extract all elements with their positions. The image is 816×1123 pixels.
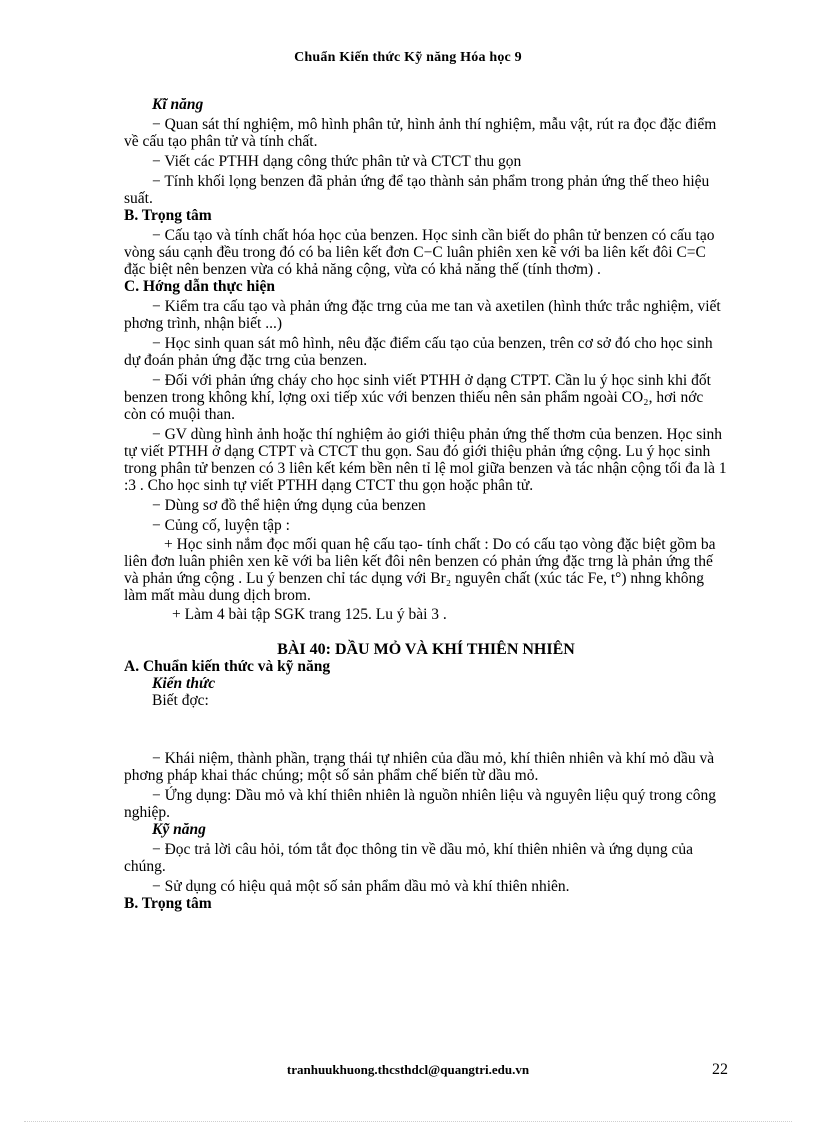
skills-heading-2: Kỹ năng	[152, 821, 206, 838]
page-edge-divider	[24, 1121, 792, 1122]
skill-item: − Tính khối lọng benzen đã phản ứng để tạo thành sản phẩm trong phản ứng thế theo hiệu suất.	[124, 173, 710, 207]
knowledge-heading: Kiến thức	[152, 675, 216, 692]
consolidate-item: + Làm 4 bài tập SGK trang 125. Lu ý bài 3 .	[172, 606, 447, 623]
focus-text: − Cấu tạo và tính chất hóa học của benzen. Học sinh cần biết do phân tử benzen có cấu tạo vòng sáu cạnh đều trong đó có ba liên kết đơn C−C luân phiên xen kẽ với ba liên kết đôi C=C đặc biệt nên benzen vừa có khả năng cộng, vừa có khả năng thế (tính thơm) .	[124, 227, 715, 278]
guide-item: − Học sinh quan sát mô hình, nêu đặc điểm cấu tạo của benzen, trên cơ sở đó cho học sinh dự đoán phản ứng đặc trng của benzen.	[124, 335, 713, 369]
skill-item-2: − Sử dụng có hiệu quả một số sản phẩm dầu mỏ và khí thiên nhiên.	[152, 878, 570, 895]
page-number: 22	[712, 1061, 728, 1078]
guide-item: − Đối với phản ứng cháy cho học sinh viết PTHH ở dạng CTPT. Cần lu ý học sinh khi đốt benzen trong không khí, lợng oxi tiếp xúc với benzen thiếu nên sản phẩm ngoài CO₂, hơi nớc còn có muội than.	[124, 372, 711, 423]
skill-item-2: − Đọc trả lời câu hỏi, tóm tắt đọc thông tin về dầu mỏ, khí thiên nhiên và ứng dụng của chúng.	[124, 841, 694, 875]
skills-heading: Kĩ năng	[152, 96, 204, 113]
know-intro: Biết đợc:	[152, 692, 209, 709]
knowledge-item: − Khái niệm, thành phần, trạng thái tự nhiên của dầu mỏ, khí thiên nhiên và khí mỏ dầu và phơng pháp khai thác chúng; một số sản phẩm chế biến từ dầu mỏ.	[124, 750, 715, 784]
knowledge-item: − Ứng dụng: Dầu mỏ và khí thiên nhiên là nguồn nhiên liệu và nguyên liệu quý trong công nghiệp.	[124, 787, 717, 821]
consolidate-item: + Học sinh nắm đọc mối quan hệ cấu tạo- tính chất : Do có cấu tạo vòng đặc biệt gồm ba liên đơn luân phiên xen kẽ với ba liên kết đôi nên benzen có phản ứng đặc trng là phản ứng thế và phản ứng cộng . Lu ý benzen chỉ tác dụng với Br₂ nguyên chất (xúc tác Fe, t°) nhng không làm mất màu dung dịch brom.	[124, 536, 716, 604]
guide-item: − Dùng sơ đồ thể hiện ứng dụng của benzen	[152, 497, 426, 514]
guide-item: − GV dùng hình ảnh hoặc thí nghiệm ảo giới thiệu phản ứng thế thơm của benzen. Học sinh tự viết PTHH ở dạng CTPT và CTCT thu gọn. Sau đó giới thiệu phản ứng cộng. Lu ý học sinh trong phân tử benzen có 3 liên kết kém bền nên tỉ lệ mol giữa benzen và tác nhận cộng tối đa là 1 :3 . Cho học sinh tự viết PTHH dạng CTCT thu gọn hoặc phân tử.	[124, 426, 727, 494]
focus-heading-2: B. Trọng tâm	[124, 895, 212, 912]
focus-heading: B. Trọng tâm	[124, 207, 212, 224]
guide-item: − Kiểm tra cấu tạo và phản ứng đặc trng của me tan và axetilen (hình thức trắc nghiệm, viết phơng trình, nhận biết ...)	[124, 298, 721, 332]
lesson-title: BÀI 40: DẦU MỎ VÀ KHÍ THIÊN NHIÊN	[277, 641, 575, 658]
standard-heading: A. Chuẩn kiến thức và kỹ năng	[124, 658, 331, 675]
page-header: Chuẩn Kiến thức Kỹ năng Hóa học 9	[294, 50, 522, 65]
guide-heading: C. Hớng dẫn thực hiện	[124, 278, 275, 295]
document-body	[124, 96, 728, 912]
skill-item: − Viết các PTHH dạng công thức phân tử và CTCT thu gọn	[152, 153, 522, 170]
skill-item: − Quan sát thí nghiệm, mô hình phân tử, hình ảnh thí nghiệm, mẫu vật, rút ra đọc đặc điểm về cấu tạo phân tử và tính chất.	[124, 116, 717, 150]
footer-email: tranhuukhuong.thcsthdcl@quangtri.edu.vn	[286, 1062, 530, 1077]
guide-item: − Củng cố, luyện tập :	[152, 517, 290, 534]
spacer	[124, 709, 728, 747]
